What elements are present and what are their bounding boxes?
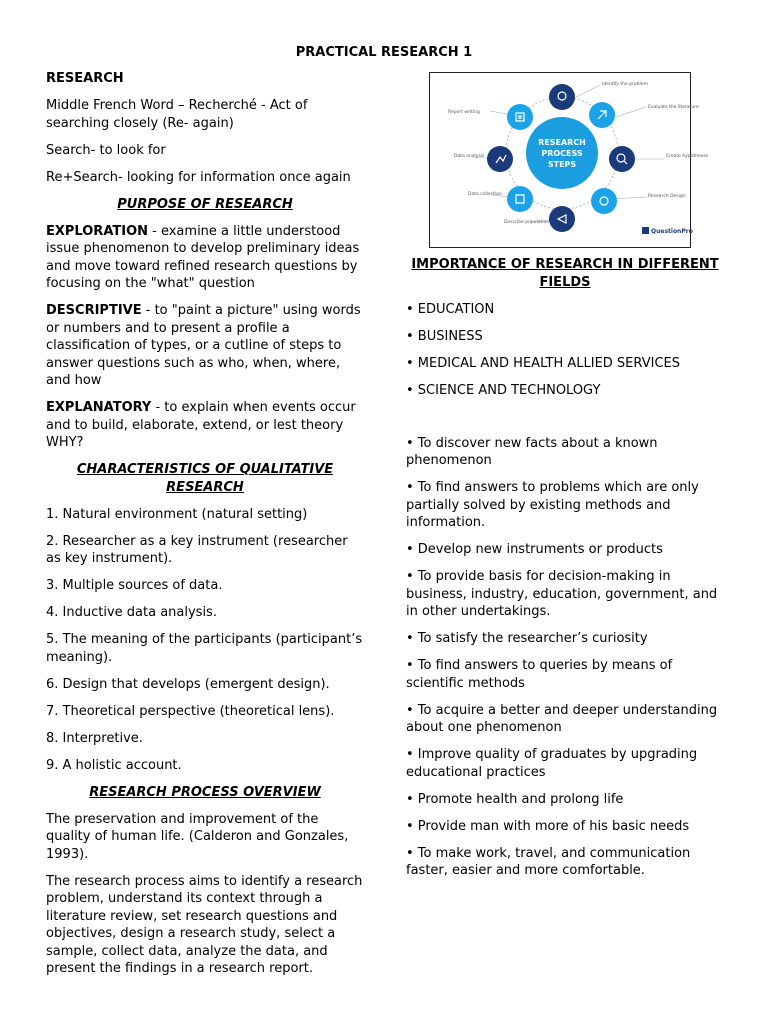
characteristics-heading: CHARACTERISTICS OF QUALITATIVE RESEARCH [76, 462, 334, 495]
overview-heading: RESEARCH PROCESS OVERVIEW [89, 784, 321, 800]
characteristic-item: 8. Interpretive. [46, 730, 143, 746]
step-label: Research Design [648, 194, 686, 199]
purpose-term: DESCRIPTIVE [46, 303, 142, 318]
center-label-3: STEPS [547, 160, 577, 169]
overview-paragraph-2: The research process aims to identify a research problem, understand its context through a literature review, set research questions and objectives, design a research study, select a sample, collect data, analyze the data, and present the findings in a research report. [46, 873, 363, 976]
reason-item: • Promote health and prolong life [406, 791, 624, 807]
purpose-exploration [46, 223, 364, 293]
brand-logo-icon [642, 227, 649, 234]
field-item: • MEDICAL AND HEALTH ALLIED SERVICES [406, 355, 680, 371]
step-node-identify [549, 84, 575, 110]
step-node-report [507, 104, 533, 130]
reason-item: • To satisfy the researcher’s curiosity [406, 631, 648, 646]
purpose-explanatory [46, 399, 364, 452]
characteristic-item: 3. Multiple sources of data. [46, 578, 223, 593]
step-node-design [591, 188, 617, 214]
left-column [46, 70, 364, 987]
characteristic-item: 4. Inductive data analysis. [46, 605, 217, 620]
purpose-text: - to "paint a picture" using words or numbers and to present a profile a classification of types, or a cutline of steps to answer questions such as who, when, where, and how [46, 303, 361, 388]
characteristic-item: 7. Theoretical perspective (theoretical lens). [46, 703, 335, 719]
step-node-hypotheses [609, 146, 635, 172]
reason-item: • Improve quality of graduates by upgrading educational practices [406, 747, 698, 780]
purpose-descriptive [46, 302, 364, 390]
step-node-analysis [487, 146, 513, 172]
center-label-2: PROCESS [541, 149, 583, 158]
step-label: Identify the problem [602, 82, 648, 87]
step-label: Data collection [468, 192, 502, 197]
research-process-figure [429, 72, 709, 248]
step-label: Describe population [504, 220, 550, 225]
characteristic-item: 1. Natural environment (natural setting) [46, 506, 308, 522]
reason-item: • To acquire a better and deeper understanding about one phenomenon [406, 702, 718, 735]
field-item: • EDUCATION [406, 301, 495, 317]
reason-item: • Develop new instruments or products [406, 542, 663, 557]
characteristic-item: 6. Design that develops (emergent design). [46, 676, 330, 692]
center-label-1: RESEARCH [538, 138, 586, 147]
reason-item: • Provide man with more of his basic needs [406, 818, 690, 834]
research-process-diagram [430, 73, 709, 247]
field-item: • SCIENCE AND TECHNOLOGY [406, 382, 601, 398]
step-label: Report writing [448, 110, 480, 115]
step-label: Data analysis [454, 154, 485, 159]
document-title: PRACTICAL RESEARCH 1 [295, 45, 473, 60]
purpose-term: EXPLORATION [46, 223, 149, 239]
reason-item: • To find answers to problems which are only partially solved by existing methods and information. [406, 480, 699, 530]
step-label: Evaluate the literature [648, 105, 699, 110]
definition-search: Search- to look for [46, 142, 166, 158]
characteristic-item: 2. Researcher as a key instrument (researcher as key instrument). [46, 533, 348, 566]
right-column [406, 70, 724, 889]
brand-name: QuestionPro [651, 228, 693, 235]
importance-heading: IMPORTANCE OF RESEARCH IN DIFFERENT FIELDS [411, 257, 719, 290]
purpose-text: - to explain when events occur and to build, elaborate, extend, or lest theory WHY? [46, 400, 356, 450]
step-node-population [549, 206, 575, 232]
reason-item: • To provide basis for decision-making in business, industry, education, government, and in other undertakings. [406, 569, 718, 619]
purpose-term: EXPLANATORY [46, 400, 152, 415]
step-label: Create hypotheses [666, 154, 709, 159]
field-item: • BUSINESS [406, 328, 483, 344]
definition-origin: Middle French Word – Recherché - Act of searching closely (Re- again) [46, 98, 308, 131]
overview-paragraph-1: The preservation and improvement of the quality of human life. (Calderon and Gonzales, 1993). [46, 811, 349, 862]
purpose-text: - examine a little understood issue phenomenon to develop preliminary ideas and move toward refined research questions by focusing on the "what" question [46, 223, 360, 291]
research-heading: RESEARCH [46, 71, 124, 86]
reason-item: • To find answers to queries by means of scientific methods [406, 658, 673, 691]
definition-research: Re+Search- looking for information once again [46, 169, 351, 185]
reason-item: • To make work, travel, and communication faster, easier and more comfortable. [406, 845, 691, 878]
reason-item: • To discover new facts about a known phenomenon [406, 435, 658, 468]
characteristic-item: 5. The meaning of the participants (participant’s meaning). [46, 632, 363, 665]
purpose-heading: PURPOSE OF RESEARCH [117, 196, 293, 212]
characteristic-item: 9. A holistic account. [46, 757, 182, 773]
step-node-collection [507, 186, 533, 212]
